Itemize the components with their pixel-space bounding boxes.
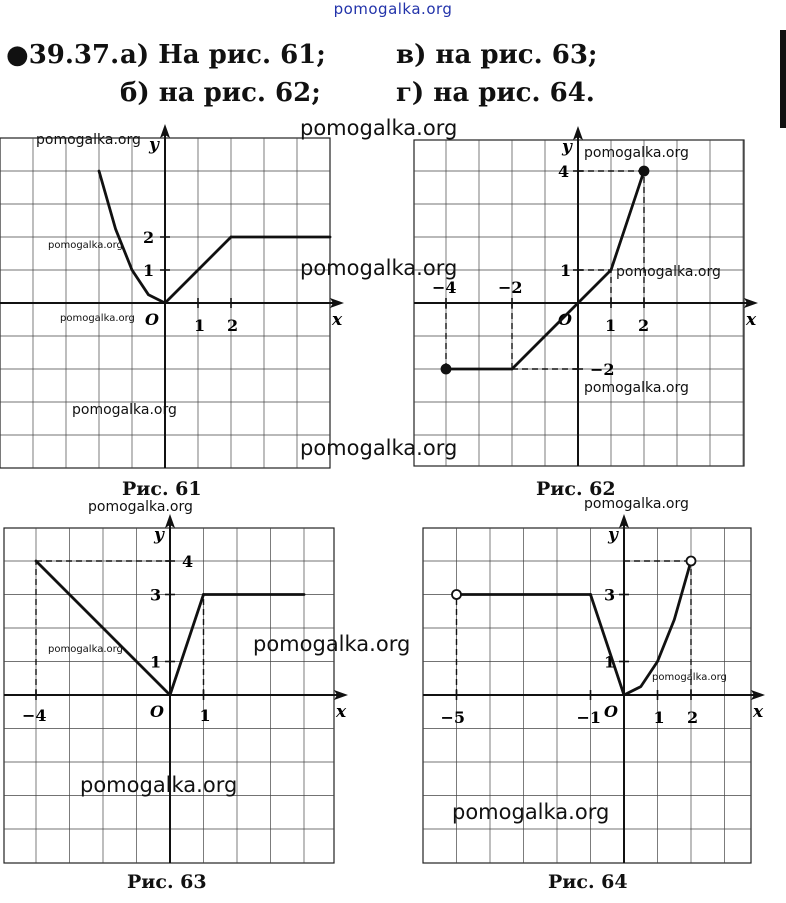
watermark: pomogalka.org xyxy=(80,773,238,797)
watermark: pomogalka.org xyxy=(584,380,689,396)
x-axis-label: x xyxy=(753,702,764,722)
open-point xyxy=(687,557,696,566)
task-number-line xyxy=(6,40,119,70)
graph-segment xyxy=(512,270,611,369)
y-tick-label: 3 xyxy=(150,585,162,605)
y-tick-label: 4 xyxy=(558,162,570,181)
x-tick-label: 1 xyxy=(199,706,211,725)
figure-canvas xyxy=(4,514,348,863)
watermark: pomogalka.org xyxy=(48,240,123,251)
x-tick-label: 2 xyxy=(638,316,650,335)
x-tick-label: 2 xyxy=(687,708,699,727)
x-tick-label: 1 xyxy=(194,316,206,335)
open-point xyxy=(452,590,461,599)
x-axis-label: x xyxy=(746,310,757,330)
x-tick-label: −5 xyxy=(440,708,466,727)
origin-label: O xyxy=(145,310,159,329)
graph-segment xyxy=(170,595,204,696)
x-tick-label: −4 xyxy=(432,278,457,297)
x-axis-label: x xyxy=(336,702,347,722)
task-item-b: б) на рис. 62; xyxy=(120,78,321,108)
y-axis-label: y xyxy=(154,525,164,545)
bullet-icon: ● xyxy=(6,40,29,70)
task-number: 39.37. xyxy=(28,40,120,70)
caption-fig-64: Рис. 64 xyxy=(548,871,628,893)
y-tick-label: 4 xyxy=(182,552,194,571)
watermark: pomogalka.org xyxy=(300,436,458,460)
figure-canvas xyxy=(414,126,758,466)
graph-segment xyxy=(591,595,625,696)
y-tick-label: 1 xyxy=(150,652,162,672)
watermark: pomogalka.org xyxy=(253,632,411,656)
x-tick-label: −1 xyxy=(576,708,602,727)
caption-fig-61: Рис. 61 xyxy=(122,478,202,500)
y-tick-label: −2 xyxy=(590,360,615,379)
watermark: pomogalka.org xyxy=(584,145,689,161)
task-item-a: а) На рис. 61; xyxy=(120,40,326,70)
watermark: pomogalka.org xyxy=(36,132,141,148)
origin-label: O xyxy=(604,702,618,721)
watermark: pomogalka.org xyxy=(72,402,177,418)
x-axis-label: x xyxy=(332,310,343,330)
closed-point xyxy=(640,167,649,176)
x-tick-label: −4 xyxy=(22,706,47,725)
y-axis-label: y xyxy=(608,525,618,545)
graph-segment xyxy=(611,171,644,270)
y-tick-label: 1 xyxy=(143,261,155,280)
watermark: pomogalka.org xyxy=(60,313,135,324)
watermark: pomogalka.org xyxy=(300,256,458,280)
closed-point xyxy=(442,365,451,374)
origin-label: O xyxy=(558,310,572,329)
figure-63 xyxy=(0,488,374,903)
x-tick-label: 1 xyxy=(605,316,617,335)
figure-64 xyxy=(383,488,786,903)
watermark: pomogalka.org xyxy=(300,116,458,140)
watermark: pomogalka.org xyxy=(48,644,123,655)
x-tick-label: −2 xyxy=(498,278,523,297)
x-tick-label: 2 xyxy=(227,316,239,335)
y-tick-label: 2 xyxy=(143,228,155,247)
y-axis-label: y xyxy=(149,135,159,155)
x-tick-label: 1 xyxy=(653,708,665,727)
y-tick-label: 3 xyxy=(604,585,616,605)
watermark: pomogalka.org xyxy=(584,496,689,512)
caption-fig-63: Рис. 63 xyxy=(127,871,207,893)
y-tick-label: 1 xyxy=(604,652,616,672)
top-watermark: pomogalka.org xyxy=(333,0,453,18)
task-item-v: в) на рис. 63; xyxy=(396,40,598,70)
y-tick-label: 1 xyxy=(560,261,572,280)
task-item-g: г) на рис. 64. xyxy=(396,78,595,108)
watermark: pomogalka.org xyxy=(616,264,721,280)
watermark: pomogalka.org xyxy=(452,800,610,824)
origin-label: O xyxy=(150,702,164,721)
watermark: pomogalka.org xyxy=(652,672,727,683)
y-axis-label: y xyxy=(562,137,572,157)
caption-fig-62: Рис. 62 xyxy=(536,478,616,500)
watermark: pomogalka.org xyxy=(88,499,193,515)
